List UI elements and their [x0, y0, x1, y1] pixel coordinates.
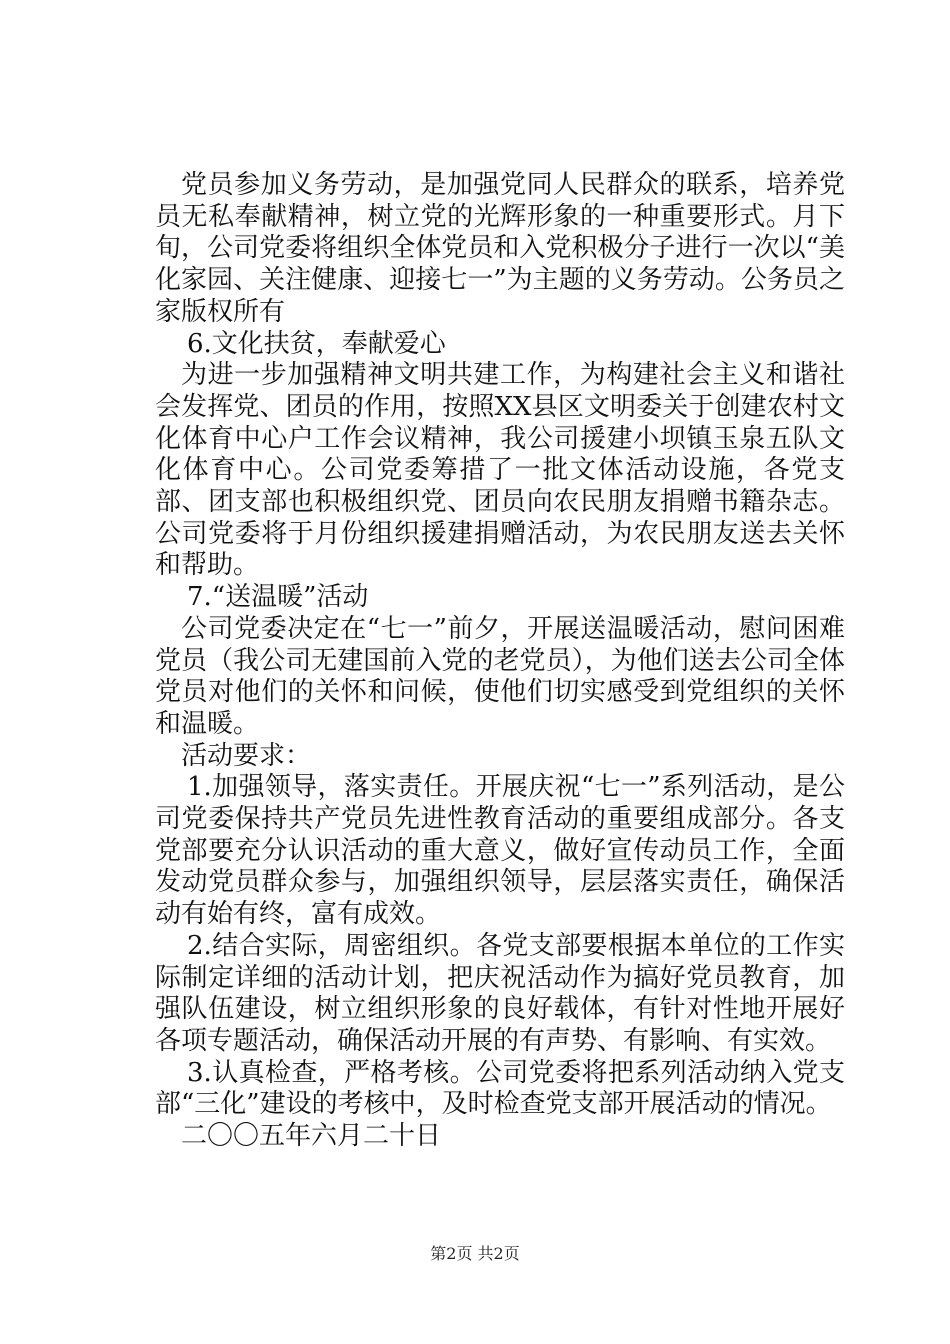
paragraph-volunteer-labor: 党员参加义务劳动，是加强党同人民群众的联系，培养党员无私奉献精神，树立党的光辉形象的一种重要形式。月下旬，公司党委将组织全体党员和入党积极分子进行一次以“美化家园、关注健康、迎接七一”为主题的义务劳动。公务员之家版权所有 [155, 170, 845, 327]
heading-activity-requirements: 活动要求： [181, 740, 312, 771]
paragraph-cultural-poverty-relief: 为进一步加强精神文明共建工作，为构建社会主义和谐社会发挥党、团员的作用，按照XX县区文明委关于创建农村文化体育中心户工作会议精神，我公司援建小坝镇玉泉五队文化体育中心。公司党委筹措了一批文体活动设施，各党支部、团支部也积极组织党、团员向农民朋友捐赠书籍杂志。公司党委将于月份组织援建捐赠活动，为农民朋友送去关怀和帮助。 [155, 360, 845, 581]
requirement-item-3: 3.认真检查，严格考核。公司党委将把系列活动纳入党支部“三化”建设的考核中，及时检查党支部开展活动的情况。 [155, 1057, 845, 1120]
page-footer: 第2页 共2页 [430, 1244, 520, 1263]
heading-cultural-poverty-relief: 6.文化扶贫，奉献爱心 [187, 328, 446, 359]
document-body [155, 170, 845, 1153]
requirement-item-2: 2.结合实际，周密组织。各党支部要根据本单位的工作实际制定详细的活动计划，把庆祝活动作为搞好党员教育，加强队伍建设，树立组织形象的良好载体，有针对性地开展好各项专题活动，确保活动开展的有声势、有影响、有实效。 [155, 930, 845, 1056]
document-date: 二〇〇五年六月二十日 [181, 1121, 442, 1152]
heading-send-warmth: 7.“送温暖”活动 [187, 582, 369, 613]
paragraph-send-warmth: 公司党委决定在“七一”前夕，开展送温暖活动，慰问困难党员（我公司无建国前入党的老党员），为他们送去公司全体党员对他们的关怀和问候，使他们切实感受到党组织的关怀和温暖。 [155, 613, 845, 739]
requirement-item-1: 1.加强领导，落实责任。开展庆祝“七一”系列活动，是公司党委保持共产党员先进性教育活动的重要组成部分。各支党部要充分认识活动的重大意义，做好宣传动员工作，全面发动党员群众参与，加强组织领导，层层落实责任，确保活动有始有终，富有成效。 [155, 772, 845, 930]
